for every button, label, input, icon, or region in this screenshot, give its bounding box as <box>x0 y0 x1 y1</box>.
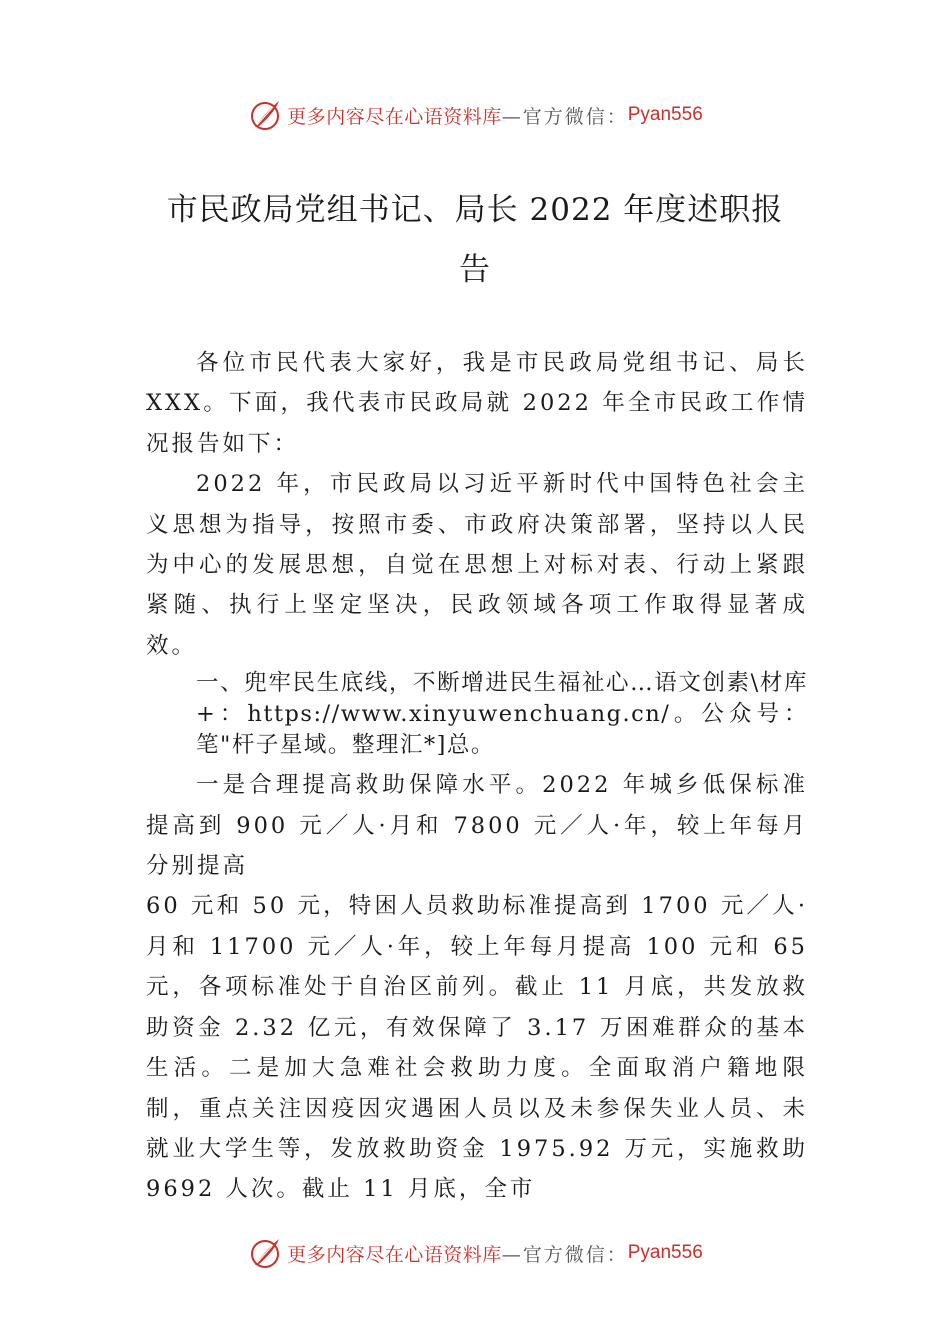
paragraph-greeting: 各位市民代表大家好，我是市民政局党组书记、局长XXX。下面，我代表市民政局就 2022 年全市民政工作情况报告如下： <box>146 350 808 457</box>
title-line-2: 告 <box>459 252 491 288</box>
banner-brand: 更多内容尽在心语资料库 <box>287 105 502 128</box>
section-heading-1: 一、兜牢民生底线，不断增进民生福祉心…语文创素\材库+：https://www.xinyuwenchuang.cn/。公众号：笔"杆子星域。整理汇*]总。 <box>196 670 808 759</box>
document-body <box>146 343 808 1210</box>
paragraph-assistance-2: 60 元和 50 元，特困人员救助标准提高到 1700 元／人·月和 11700 元／人·年，较上年每月提高 100 元和 65 元，各项标准处于自治区前列。截止 11 月底，共发放救助资金 2.32 亿元，有效保障了 3.17 万困难群众的基本生活。二是加大急难社会救助力度。全面取消户籍地限制，重点关注因疫因灾遇困人员以及未参保失业人员、未就业大学生等，发放救助资金 1975.92 万元，实施救助 9692 人次。截止 11 月底，全市 <box>146 893 808 1203</box>
banner-channel: —官方微信： <box>501 105 628 128</box>
header-watermark-banner <box>0 95 950 135</box>
quill-pen-logo-icon <box>247 97 283 133</box>
banner-channel: —官方微信： <box>501 1243 628 1266</box>
title-line-1: 市民政局党组书记、局长 2022 年度述职报 <box>166 192 784 228</box>
paragraph-assistance-1: 一是合理提高救助保障水平。2022 年城乡低保标准提高到 900 元／人·月和 7800 元／人·年，较上年每月分别提高 <box>146 772 808 880</box>
banner-wechat-id: Pyan556 <box>627 104 703 125</box>
footer-watermark-banner <box>0 1233 950 1273</box>
paragraph-overview: 2022 年，市民政局以习近平新时代中国特色社会主义思想为指导，按照市委、市政府决策部署，坚持以人民为中心的发展思想，自觉在思想上对标对表、行动上紧跟紧随、执行上坚定坚决，民政领域各项工作取得显著成效。 <box>146 471 808 659</box>
document-title <box>147 180 803 300</box>
banner-wechat-id: Pyan556 <box>627 1242 703 1263</box>
banner-brand: 更多内容尽在心语资料库 <box>287 1243 502 1266</box>
quill-pen-logo-icon <box>247 1235 283 1271</box>
